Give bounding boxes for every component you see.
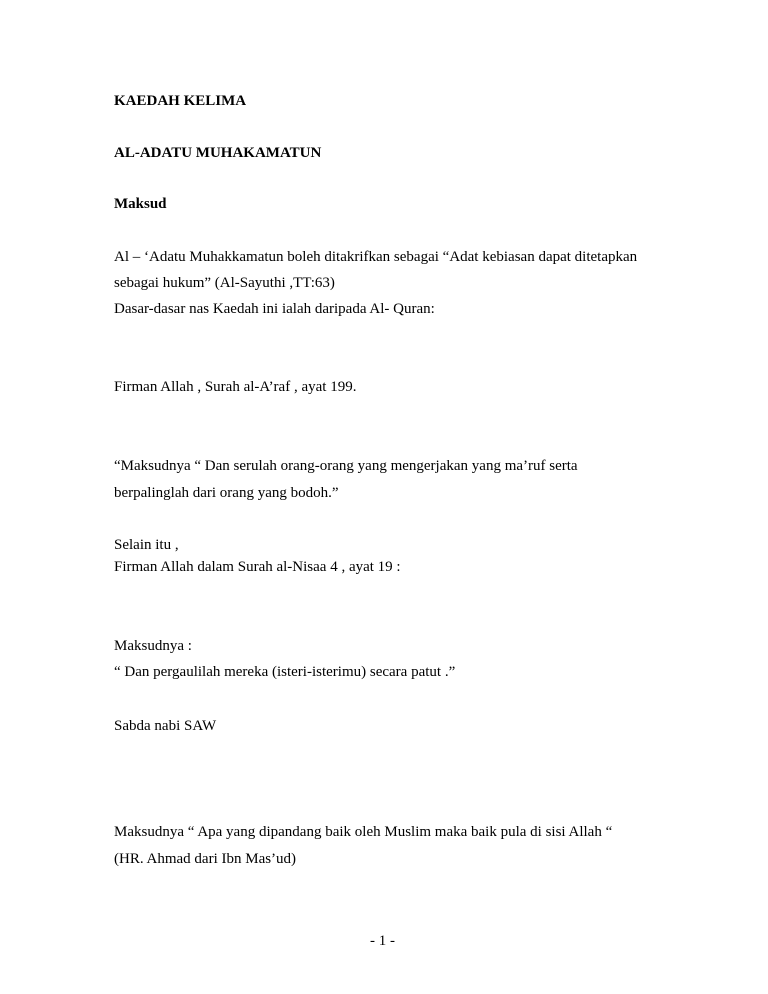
meaning-label: Maksudnya : <box>114 638 192 654</box>
heading-al-adatu: AL-ADATU MUHAKAMATUN <box>114 145 322 161</box>
meaning-line: Maksudnya “ Apa yang dipandang baik oleh Muslim maka baik pula di sisi Allah “ <box>114 824 613 840</box>
hadith-reference: Sabda nabi SAW <box>114 718 217 734</box>
verse-reference: Firman Allah dalam Surah al-Nisaa 4 , ayat 19 : <box>114 559 401 575</box>
paragraph-line: Dasar-dasar nas Kaedah ini ialah daripada Al- Quran: <box>114 301 435 317</box>
verse-reference: Firman Allah , Surah al-A’raf , ayat 199. <box>114 379 357 395</box>
heading-maksud: Maksud <box>114 196 167 212</box>
paragraph-line: sebagai hukum” (Al-Sayuthi ,TT:63) <box>114 275 335 291</box>
paragraph-line: Selain itu , <box>114 537 179 553</box>
heading-kaedah-kelima: KAEDAH KELIMA <box>114 93 247 109</box>
meaning-line: “Maksudnya “ Dan serulah orang-orang yang mengerjakan yang ma’ruf serta <box>114 458 578 474</box>
meaning-line: “ Dan pergaulilah mereka (isteri-isterimu) secara patut .” <box>114 664 456 680</box>
meaning-line: berpalinglah dari orang yang bodoh.” <box>114 485 339 501</box>
paragraph-line: Al – ‘Adatu Muhakkamatun boleh ditakrifkan sebagai “Adat kebiasan dapat ditetapkan <box>114 249 638 265</box>
page-number: - 1 - <box>370 933 395 949</box>
hadith-source: (HR. Ahmad dari Ibn Mas’ud) <box>114 851 297 867</box>
